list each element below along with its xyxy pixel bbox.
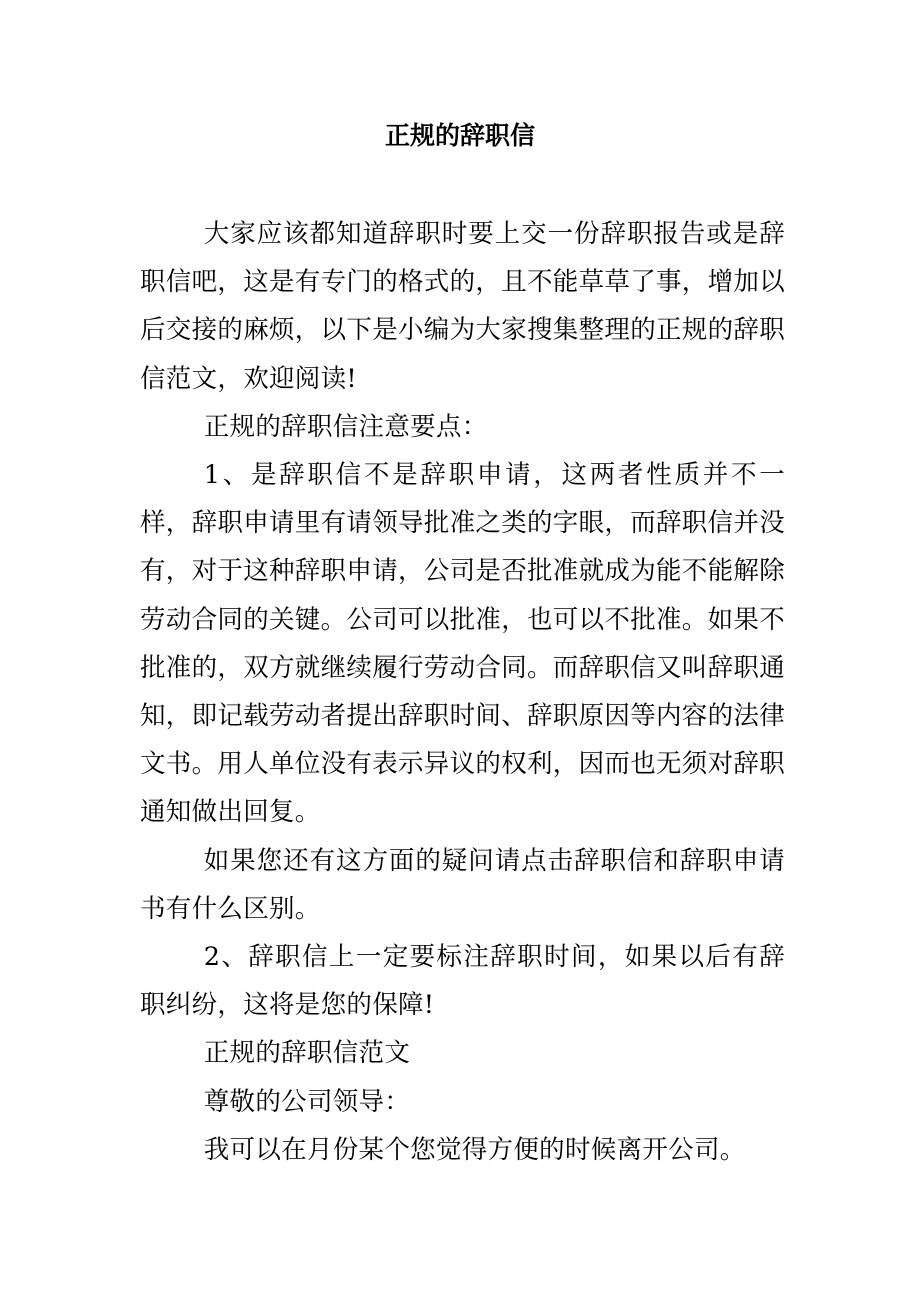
paragraph-intro: 大家应该都知道辞职时要上交一份辞职报告或是辞职信吧，这是有专门的格式的，且不能草草了事，增加以后交接的麻烦，以下是小编为大家搜集整理的正规的辞职信范文，欢迎阅读! xyxy=(140,219,786,394)
paragraph-question-link: 如果您还有这方面的疑问请点击辞职信和辞职申请书有什么区别。 xyxy=(140,845,785,924)
paragraph-key-points-heading: 正规的辞职信注意要点： xyxy=(203,411,488,442)
paragraph-sample-heading: 正规的辞职信范文 xyxy=(203,1038,411,1069)
document-body xyxy=(140,210,785,1174)
document-title: 正规的辞职信 xyxy=(384,121,535,150)
paragraph-letter-body: 我可以在月份某个您觉得方便的时候离开公司。 xyxy=(203,1134,746,1165)
paragraph-point-2: 2、辞职信上一定要标注辞职时间，如果以后有辞职纠纷，这将是您的保障! xyxy=(140,942,785,1021)
paragraph-point-1: 1、是辞职信不是辞职申请，这两者性质并不一样，辞职申请里有请领导批准之类的字眼，而辞职信并没有，对于这种辞职申请，公司是否批准就成为能不能解除劳动合同的关键。公司可以批准，也可以不批准。如果不批准的，双方就继续履行劳动合同。而辞职信又叫辞职通知，即记载劳动者提出辞职时间、辞职原因等内容的法律文书。用人单位没有表示异议的权利，因而也无须对辞职通知做出回复。 xyxy=(140,460,786,828)
paragraph-salutation: 尊敬的公司领导： xyxy=(203,1086,411,1117)
